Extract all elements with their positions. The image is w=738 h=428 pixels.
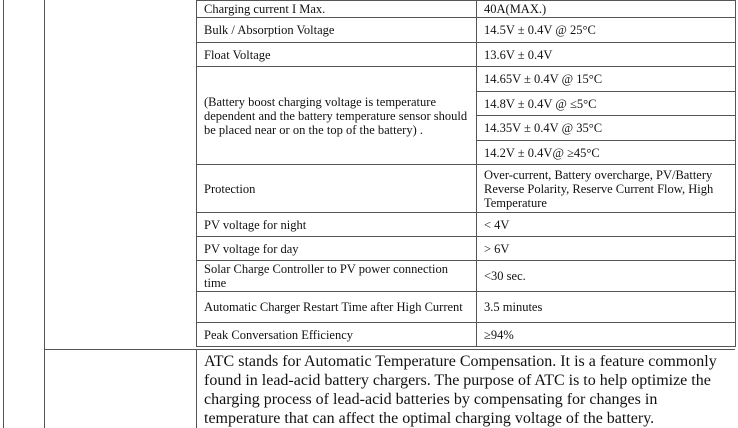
spec-value: 3.5 minutes — [477, 292, 736, 323]
outer-column-divider — [44, 0, 45, 428]
spec-label: Bulk / Absorption Voltage — [197, 18, 477, 43]
spec-value: > 6V — [477, 237, 736, 261]
spec-table — [196, 0, 736, 347]
table-row — [197, 237, 736, 261]
spec-label-temp-compensation: (Battery boost charging voltage is temperature dependent and the battery temperature sensor should be placed near or on the top of the battery) . — [197, 67, 477, 165]
table-row — [197, 43, 736, 67]
spec-value: 14.35V ± 0.4V @ 35°C — [477, 116, 736, 141]
table-row — [197, 323, 736, 347]
outer-border-left — [3, 0, 4, 428]
spec-value: < 4V — [477, 213, 736, 237]
spec-label: PV voltage for day — [197, 237, 477, 261]
spec-value: 13.6V ± 0.4V — [477, 43, 736, 67]
spec-value: 14.2V ± 0.4V@ ≥45°C — [477, 141, 736, 165]
table-row — [197, 18, 736, 43]
spec-label: Float Voltage — [197, 43, 477, 67]
table-row — [197, 67, 736, 92]
spec-label: Automatic Charger Restart Time after High Current — [197, 292, 477, 323]
outer-row-divider — [44, 349, 196, 350]
spec-label: Peak Conversation Efficiency — [197, 323, 477, 347]
spec-value: 14.65V ± 0.4V @ 15°C — [477, 67, 736, 92]
spec-value: ≥94% — [477, 323, 736, 347]
table-row — [197, 261, 736, 292]
atc-explanation-paragraph: ATC stands for Automatic Temperature Compensation. It is a feature commonly found in lead-acid battery chargers. The purpose of ATC is to help optimize the charging process of lead-acid batteries by compensating for changes in temperature that can affect the optimal charging voltage of the battery. — [196, 349, 735, 428]
spec-value: 40A(MAX.) — [477, 1, 736, 18]
spec-label: Solar Charge Controller to PV power connection time — [197, 261, 477, 292]
spec-value: 14.5V ± 0.4V @ 25°C — [477, 18, 736, 43]
table-row — [197, 213, 736, 237]
spec-label: Protection — [197, 165, 477, 213]
spec-label: PV voltage for night — [197, 213, 477, 237]
table-row — [197, 292, 736, 323]
spec-value: 14.8V ± 0.4V @ ≤5°C — [477, 92, 736, 116]
table-row — [197, 1, 736, 18]
spec-label: Charging current I Max. — [197, 1, 477, 18]
spec-value: Over-current, Battery overcharge, PV/Battery Reverse Polarity, Reserve Current Flow, High Temperature — [477, 165, 736, 213]
table-row — [197, 165, 736, 213]
spec-value: <30 sec. — [477, 261, 736, 292]
